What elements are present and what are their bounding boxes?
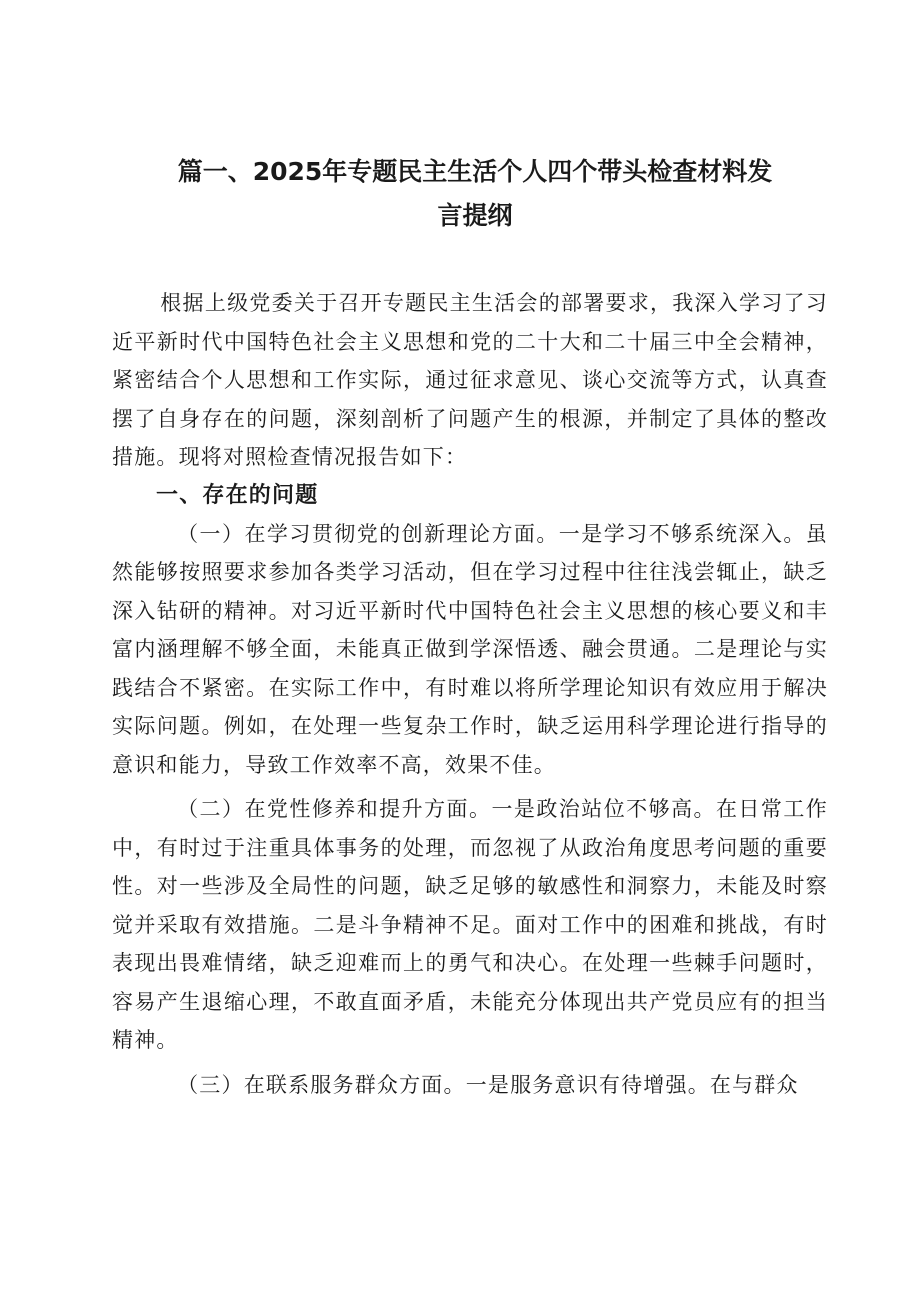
section-heading-problems: 一、存在的问题 — [156, 482, 319, 508]
item-paragraph-2: （二）在党性修养和提升方面。一是政治站位不够高。在日常工作中，有时过于注重具体事务的处理，而忽视了从政治角度思考问题的重要性。对一些涉及全局性的问题，缺乏足够的敏感性和洞察力，未能及时察觉并采取有效措施。二是斗争精神不足。面对工作中的困难和挑战，有时表现出畏难情绪，缺乏迎难而上的勇气和决心。在处理一些棘手问题时，容易产生退缩心理，不敢直面矛盾，未能充分体现出共产党员应有的担当精神。 — [112, 797, 828, 1052]
document-body — [112, 284, 828, 1104]
intro-paragraph: 根据上级党委关于召开专题民主生活会的部署要求，我深入学习了习近平新时代中国特色社会主义思想和党的二十大和二十届三中全会精神，紧密结合个人思想和工作实际，通过征求意见、谈心交流等方式，认真查摆了自身存在的问题，深刻剖析了问题产生的根源，并制定了具体的整改措施。现将对照检查情况报告如下： — [112, 291, 828, 469]
item-paragraph-3: （三）在联系服务群众方面。一是服务意识有待增强。在与群众 — [177, 1072, 799, 1097]
document-title: 篇一、2025年专题民主生活个人四个带头检查材料发言提纲 — [177, 157, 773, 230]
item-paragraph-1: （一）在学习贯彻党的创新理论方面。一是学习不够系统深入。虽然能够按照要求参加各类学习活动，但在学习过程中往往浅尝辄止，缺乏深入钻研的精神。对习近平新时代中国特色社会主义思想的核心要义和丰富内涵理解不够全面，未能真正做到学深悟透、融会贯通。二是理论与实践结合不紧密。在实际工作中，有时难以将所学理论知识有效应用于解决实际问题。例如，在处理一些复杂工作时，缺乏运用科学理论进行指导的意识和能力，导致工作效率不高，效果不佳。 — [112, 521, 828, 777]
